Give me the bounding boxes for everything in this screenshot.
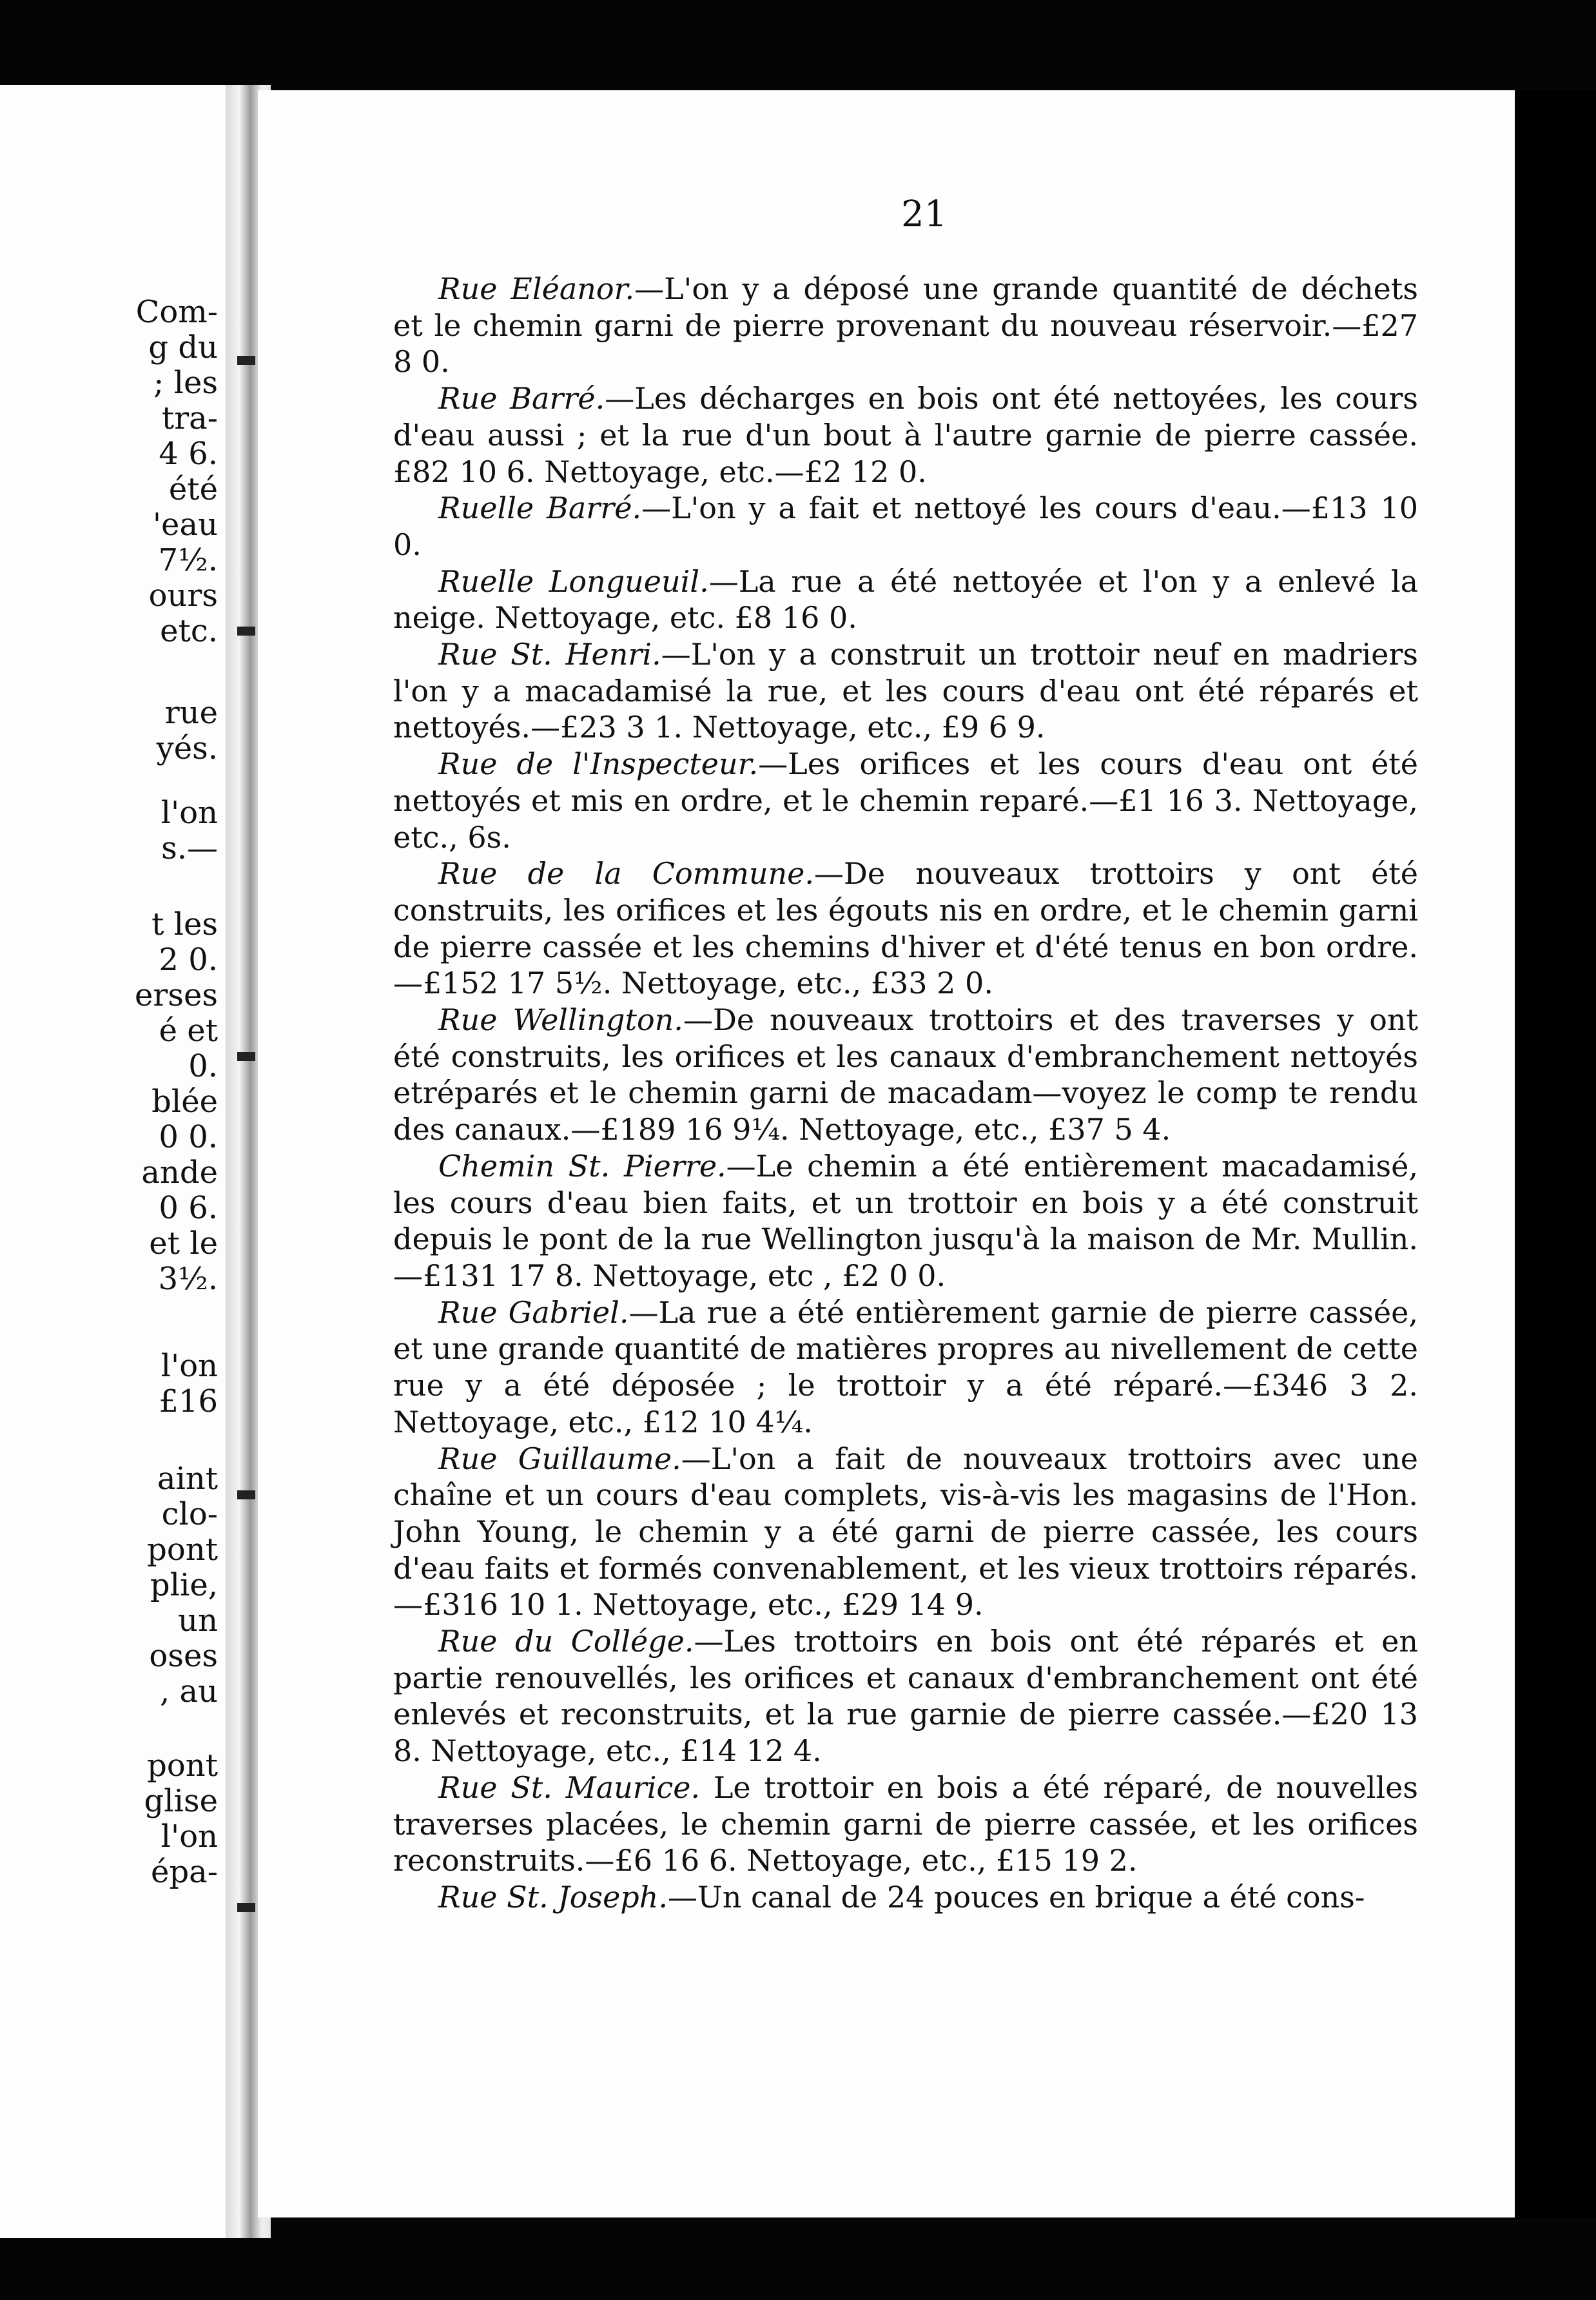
left-fragment: rue	[164, 695, 218, 731]
left-fragment: pont	[147, 1532, 218, 1568]
left-fragment: oses	[149, 1638, 218, 1674]
binding-mark	[237, 356, 255, 365]
street-name: Rue St. Joseph.	[438, 1879, 668, 1915]
left-fragment: aint	[157, 1461, 218, 1497]
street-name: Ruelle Barré.	[438, 491, 642, 526]
paragraph-text: Le trottoir en bois a été réparé, de nouvelles traverses placées, le chemin garni de pierre cassée, et les orifices reconstruits.—£6 16 6. Nettoyage, etc., £15 19 2.	[393, 1769, 1419, 1878]
left-fragment: blée	[151, 1084, 218, 1120]
left-fragment: 4 6.	[159, 436, 218, 472]
paragraph	[393, 563, 1418, 636]
paragraph	[393, 380, 1418, 490]
left-fragment: l'on	[161, 1348, 218, 1384]
paragraph-text: —L'on y a déposé une grande quantité de déchets et le chemin garni de pierre provenant du nouveau réservoir.—£27 8 0.	[393, 271, 1418, 380]
left-fragment: Com-	[135, 294, 218, 330]
paragraph	[393, 490, 1418, 563]
binding-mark	[237, 1903, 255, 1912]
street-name: Rue St. Henri.	[438, 637, 661, 672]
binding-mark	[237, 1052, 255, 1061]
left-fragment: ours	[148, 578, 218, 614]
paragraph-text: —L'on y a fait et nettoyé les cours d'eau.—£13 10 0.	[393, 491, 1418, 562]
left-fragment: glise	[144, 1783, 218, 1819]
paragraph	[393, 1441, 1418, 1624]
paragraph-text: —L'on a fait de nouveaux trottoirs avec une chaîne et un cours d'eau complets, vis-à-vis les magasins de l'Hon. John Young, le chemin y a été garni de pierre cassée, les cours d'eau faits et formés convenablement, et les vieux trottoirs réparés.—£316 10 1. Nettoyage, etc., £29 14 9.	[393, 1441, 1418, 1623]
street-name: Rue Gabriel.	[438, 1294, 629, 1330]
paragraph-text: —La rue a été entièrement garnie de pierre cassée, et une grande quantité de matières propres au nivellement de cette rue y a été déposée ; le trottoir y a été réparé.—£346 3 2. Nettoyage, etc., £12 10 4¼.	[393, 1294, 1419, 1439]
page-body	[393, 271, 1418, 1916]
paragraph-text: —L'on y a construit un trottoir neuf en madriers l'on y a macadamisé la rue, et les cours d'eau ont été réparés et nettoyés.—£23 3 1. Nettoyage, etc., £9 6 9.	[393, 637, 1418, 745]
paragraph	[393, 1294, 1418, 1441]
paragraph-text: —Les orifices et les cours d'eau ont été nettoyés et mis en ordre, et le chemin reparé.—£1 16 3. Nettoyage, etc., 6s.	[393, 746, 1418, 855]
left-fragment: 'eau	[152, 507, 218, 543]
paragraph-text: —La rue a été nettoyée et l'on y a enlevé la neige. Nettoyage, etc. £8 16 0.	[393, 563, 1418, 636]
left-fragment: t les	[151, 906, 218, 942]
scan-border-top	[0, 0, 1596, 90]
left-fragment: clo-	[161, 1496, 218, 1532]
left-fragment: etc.	[160, 613, 218, 649]
left-fragment: ande	[141, 1155, 218, 1191]
left-fragment: épa-	[151, 1854, 218, 1890]
paragraph-text: —Les décharges en bois ont été nettoyées, les cours d'eau aussi ; et la rue d'un bout à l'autre garnie de pierre cassée. £82 10 6. Nettoyage, etc.—£2 12 0.	[393, 381, 1418, 489]
street-name: Rue St. Maurice.	[438, 1769, 701, 1805]
street-name: Ruelle Longueuil.	[438, 563, 709, 599]
street-name: Rue Barré.	[438, 381, 605, 416]
left-fragment: , au	[159, 1673, 218, 1710]
paragraph	[393, 1769, 1418, 1879]
paragraph-text: —Le chemin a été entièrement macadamisé, les cours d'eau bien faits, et un trottoir en bois y a été construit depuis le pont de la rue Wellington jusqu'à la maison de Mr. Mullin.—£131 17 8. Nettoyage, etc , £2 0 0.	[393, 1148, 1419, 1293]
paragraph-text: —Un canal de 24 pouces en brique a été cons-	[668, 1879, 1365, 1915]
paragraph	[393, 1879, 1418, 1916]
binding-mark	[237, 1490, 255, 1499]
left-fragment: plie,	[150, 1567, 218, 1603]
left-fragment: ; les	[153, 365, 218, 401]
left-fragment: 0.	[188, 1048, 218, 1084]
paragraph-text: —De nouveaux trottoirs et des traverses y ont été construits, les orifices et les canaux d'embranchement nettoyés etréparés et le chemin garni de macadam—voyez le comp te rendu des canaux.—£189 16 9¼. Nettoyage, etc., £37 5 4.	[393, 1002, 1419, 1147]
left-fragment: pont	[147, 1748, 218, 1784]
street-name: Chemin St. Pierre.	[438, 1148, 726, 1184]
paragraph-text: —De nouveaux trottoirs y ont été construits, les orifices et les égouts nis en ordre, et le chemin garni de pierre cassée et les chemins d'hiver et d'été tenus en bon ordre. —£152 17 5½. Nettoyage, etc., £33 2 0.	[393, 856, 1418, 1001]
left-fragment: un	[178, 1603, 218, 1639]
paragraph	[393, 636, 1418, 746]
paragraph	[393, 855, 1418, 1002]
left-fragment: 0 6.	[159, 1190, 218, 1226]
left-fragment: 7½.	[158, 542, 218, 578]
street-name: Rue Eléanor.	[438, 271, 635, 306]
left-fragment: erses	[134, 977, 218, 1013]
paragraph	[393, 271, 1418, 380]
street-name: Rue de la Commune.	[438, 856, 815, 892]
left-fragment: 3½.	[158, 1261, 218, 1297]
left-fragment: tra-	[161, 400, 218, 436]
left-fragment: 2 0.	[159, 942, 218, 978]
left-fragment: s.—	[161, 830, 218, 866]
left-fragment: l'on	[161, 795, 218, 831]
street-name: Rue Guillaume.	[438, 1441, 681, 1476]
left-fragment: é et	[159, 1013, 218, 1049]
paragraph	[393, 1002, 1418, 1148]
paragraph	[393, 1623, 1418, 1769]
street-name: Rue Wellington.	[438, 1002, 683, 1038]
binding-mark	[237, 627, 255, 636]
left-fragment: yés.	[156, 730, 218, 766]
left-fragment: g du	[148, 329, 218, 365]
paragraph	[393, 1148, 1418, 1294]
page-number: 21	[901, 193, 948, 235]
street-name: Rue du Collége.	[438, 1624, 694, 1659]
left-fragment: £16	[159, 1383, 218, 1419]
left-fragment: et le	[149, 1225, 218, 1262]
left-fragment: été	[168, 471, 218, 507]
paragraph-text: —Les trottoirs en bois ont été réparés et en partie renouvellés, les orifices et canaux d'embranchement ont été enlevés et reconstruits, et la rue garnie de pierre cassée.—£20 13 8. Nettoyage, etc., £14 12 4.	[393, 1624, 1418, 1769]
left-page-edge	[0, 85, 226, 2238]
street-name: Rue de l'Inspecteur.	[438, 746, 759, 782]
left-fragment: 0 0.	[159, 1119, 218, 1155]
paragraph	[393, 746, 1418, 855]
left-fragment: l'on	[161, 1818, 218, 1855]
